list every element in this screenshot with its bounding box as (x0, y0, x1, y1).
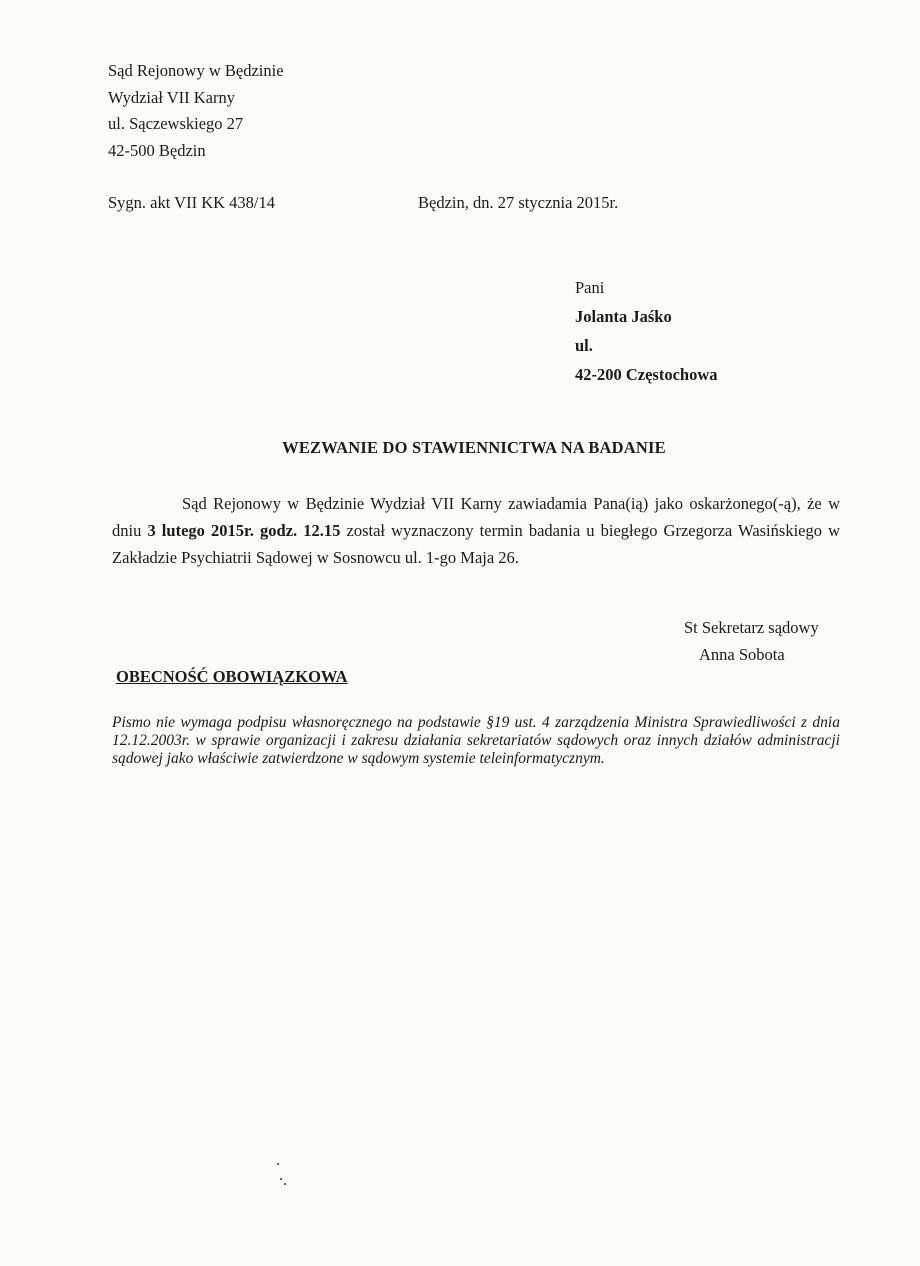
signature-block (684, 614, 819, 668)
document-title-text: WEZWANIE DO STAWIENNICTWA NA BADANIE (282, 438, 666, 457)
body-text-part2: został wyznaczony termin badania u biegłego Grzegorza Wasińskiego w Zakładzie Psychiatrii Sądowej w Sosnowcu ul. 1-go Maja 26. (112, 521, 840, 567)
place-and-date: Będzin, dn. 27 stycznia 2015r. (418, 193, 619, 212)
sender-postal-city: 42-500 Będzin (108, 140, 206, 160)
body-paragraph (112, 490, 840, 571)
mandatory-attendance-notice: OBECNOŚĆ OBOWIĄZKOWA (116, 667, 348, 686)
document-title (0, 438, 920, 458)
sender-address (108, 58, 284, 164)
appointment-datetime: 3 lutego 2015r. godz. 12.15 (147, 521, 341, 540)
legal-footnote (112, 714, 840, 768)
sender-court-name: Sąd Rejonowy w Będzinie (108, 61, 284, 80)
sender-department: Wydział VII Karny (108, 87, 235, 107)
recipient-street: ul. (575, 336, 593, 355)
scan-speck (284, 1183, 286, 1185)
recipient-address (575, 273, 718, 389)
scan-speck (280, 1178, 282, 1180)
legal-footnote-text: Pismo nie wymaga podpisu własnoręcznego na podstawie §19 ust. 4 zarządzenia Ministra Sprawiedliwości z dnia 12.12.2003r. w sprawie organizacji i zakresu działania sekretariatów sądowych oraz innych działów administracji sądowej jako właściwie zatwierdzone w sądowym systemie teleinformatycznym. (112, 714, 840, 767)
case-number: Sygn. akt VII KK 438/14 (108, 193, 275, 212)
recipient-salutation: Pani (575, 278, 605, 297)
body-text-part1: Sąd Rejonowy w Będzinie Wydział VII Karny zawiadamia Pana(ią) jako oskarżonego(-ą), że w dniu (112, 494, 840, 540)
recipient-name: Jolanta Jaśko (575, 307, 672, 326)
scan-speck (277, 1163, 279, 1165)
recipient-city: 42-200 Częstochowa (575, 365, 718, 384)
sender-street: ul. Sączewskiego 27 (108, 114, 244, 133)
signature-name: Anna Sobota (699, 645, 785, 664)
signature-role: St Sekretarz sądowy (684, 618, 819, 637)
